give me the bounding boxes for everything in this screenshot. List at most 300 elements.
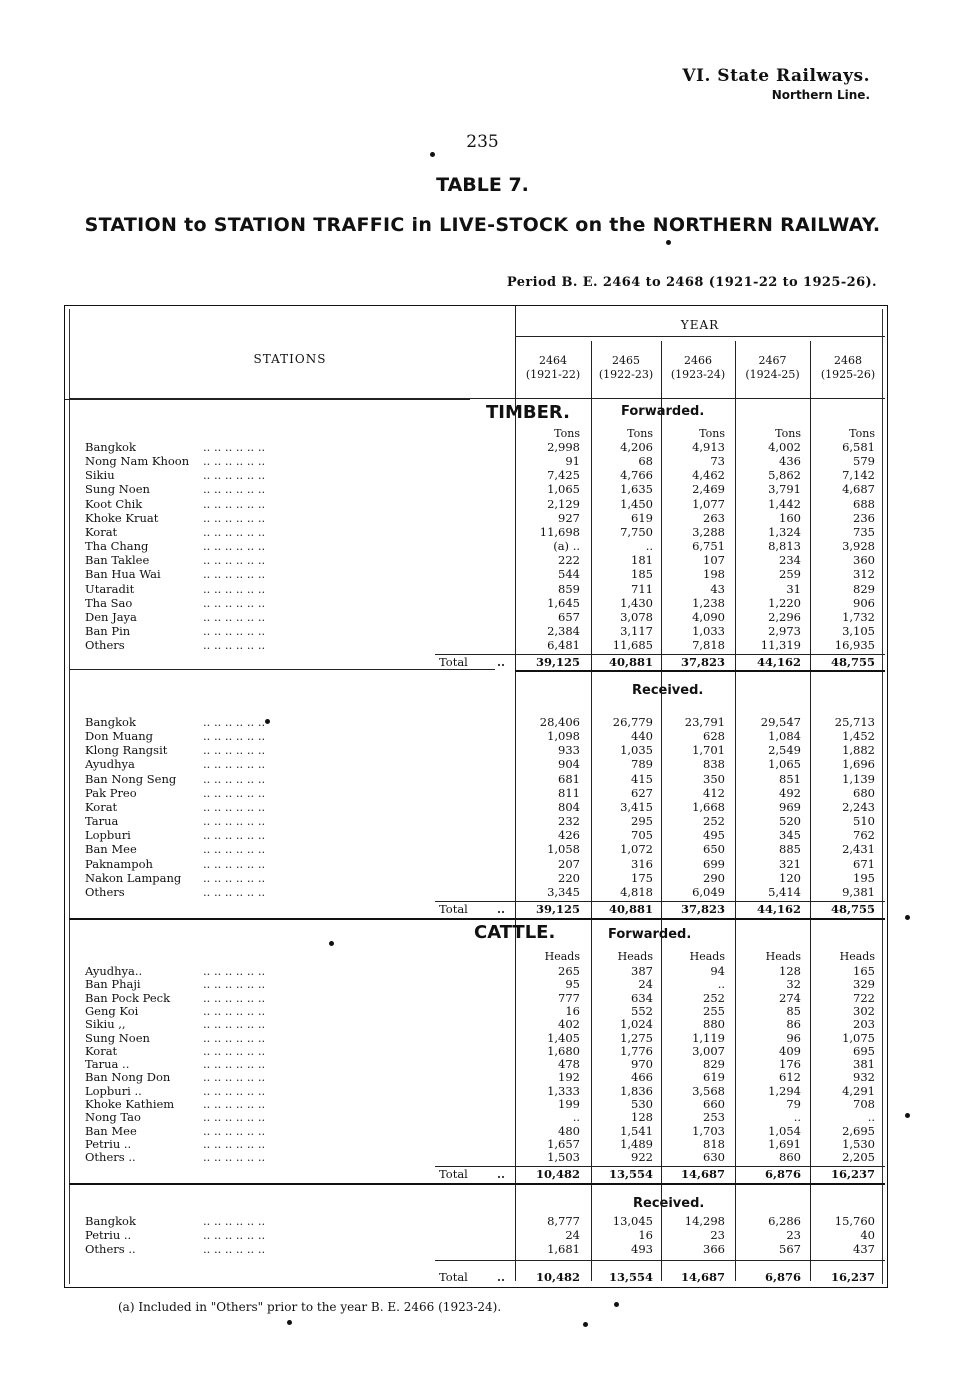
cell-value: 789	[631, 757, 653, 772]
row-rule	[515, 336, 885, 337]
cell-value: 970	[631, 1057, 653, 1072]
cell-value: 43	[710, 581, 725, 596]
year-ad: (1925-26)	[820, 368, 876, 381]
cell-value: 2,384	[547, 623, 580, 638]
leader-dots: .. .. .. .. .. ..	[203, 609, 266, 624]
cell-value: (a) ..	[553, 539, 580, 554]
cell-value: 1,098	[547, 729, 580, 744]
cell-value: 619	[703, 1070, 725, 1085]
leader-dots: .. .. .. .. .. ..	[203, 715, 266, 729]
cell-value: 1,430	[620, 595, 653, 610]
cell-value: 13,554	[608, 1270, 653, 1285]
cell-value: 1,035	[620, 743, 653, 758]
unit-label: Tons	[849, 427, 875, 440]
leader-dots: .. .. .. .. .. ..	[203, 581, 266, 596]
cell-value: 1,333	[547, 1083, 580, 1098]
station-name: Ban Nong Don	[85, 1070, 171, 1085]
cell-value: 40,881	[608, 655, 653, 670]
table-row	[65, 800, 889, 814]
year-ad: (1923-24)	[670, 368, 726, 381]
leader-dots: .. .. .. .. .. ..	[203, 1083, 266, 1098]
cell-value: 544	[558, 567, 580, 582]
cell-value: 1,836	[620, 1083, 653, 1098]
cell-value: 263	[703, 510, 725, 525]
table-row	[65, 454, 889, 468]
cell-value: 2,998	[547, 440, 580, 454]
leader-dots: ..	[497, 901, 506, 916]
leader-dots: .. .. .. .. .. ..	[203, 814, 266, 829]
leader-dots: .. .. .. .. .. ..	[203, 1043, 266, 1058]
cell-value: 660	[703, 1097, 725, 1111]
cell-value: 85	[786, 1003, 801, 1018]
cell-value: 6,286	[768, 1214, 801, 1228]
unit-label: Heads	[765, 950, 801, 963]
cell-value: 7,750	[620, 524, 653, 539]
cell-value: 7,425	[547, 468, 580, 483]
cell-value: 530	[631, 1097, 653, 1111]
total-row	[65, 1270, 889, 1284]
unit-label: Tons	[627, 427, 653, 440]
cell-value: 15,760	[834, 1214, 875, 1228]
table-row	[65, 772, 889, 786]
cell-value: 3,928	[842, 539, 875, 554]
cell-value: 1,701	[692, 743, 725, 758]
cell-value: 402	[558, 1017, 580, 1032]
cell-value: 120	[779, 870, 801, 885]
cell-value: 1,024	[620, 1017, 653, 1032]
leader-dots: .. .. .. .. .. ..	[203, 1214, 266, 1228]
leader-dots: .. .. .. .. .. ..	[203, 729, 266, 744]
cell-value: 10,482	[535, 1166, 580, 1181]
cell-value: 37,823	[680, 655, 725, 670]
station-name: Ban Mee	[85, 1123, 137, 1138]
scan-speck	[430, 152, 435, 157]
footnote: (a) Included in "Others" prior to the year B. E. 2466 (1923-24).	[118, 1300, 502, 1314]
cell-value: 1,489	[620, 1136, 653, 1151]
cell-value: ..	[572, 1110, 580, 1125]
table-row	[65, 1057, 889, 1071]
station-name: Lopburi	[85, 828, 131, 843]
cell-value: 3,791	[768, 482, 801, 497]
leader-dots: .. .. .. .. .. ..	[203, 1123, 266, 1138]
cell-value: 5,414	[768, 884, 801, 899]
cell-value: 2,205	[842, 1150, 875, 1165]
leader-dots: .. .. .. .. .. ..	[203, 977, 266, 992]
cell-value: 1,681	[547, 1242, 580, 1257]
cell-value: 657	[558, 609, 580, 624]
cell-value: 1,530	[842, 1136, 875, 1151]
table-row	[65, 1031, 889, 1045]
cell-value: 927	[558, 510, 580, 525]
station-name: Koot Chik	[85, 496, 143, 511]
cell-value: 24	[638, 977, 653, 992]
leader-dots: .. .. .. .. .. ..	[203, 828, 266, 843]
table-row	[65, 610, 889, 624]
cell-value: 885	[779, 842, 801, 857]
cell-value: 634	[631, 990, 653, 1005]
cell-value: 329	[853, 977, 875, 992]
cell-value: 181	[631, 553, 653, 568]
cell-value: 14,298	[684, 1214, 725, 1228]
cell-value: 838	[703, 757, 725, 772]
cell-value: 1,238	[692, 595, 725, 610]
cell-value: 922	[631, 1150, 653, 1165]
total-row	[65, 655, 889, 669]
total-label: Total	[439, 1270, 468, 1285]
cell-value: 904	[558, 757, 580, 772]
cell-value: 493	[631, 1242, 653, 1257]
cell-value: 3,288	[692, 524, 725, 539]
cell-value: 48,755	[830, 655, 875, 670]
table-row	[65, 1017, 889, 1031]
traffic-table	[64, 305, 888, 1288]
cell-value: 6,876	[764, 1270, 801, 1285]
cell-value: ..	[867, 1110, 875, 1125]
cell-value: 3,415	[620, 799, 653, 814]
table-row	[65, 991, 889, 1005]
leader-dots: .. .. .. .. .. ..	[203, 1136, 266, 1151]
cell-value: 16,237	[830, 1270, 875, 1285]
cell-value: 1,033	[692, 623, 725, 638]
cell-value: 4,766	[620, 468, 653, 483]
page-header	[682, 66, 870, 102]
cell-value: 265	[558, 964, 580, 978]
row-rule	[515, 670, 885, 672]
leader-dots: .. .. .. .. .. ..	[203, 539, 266, 554]
cell-value: 29,547	[760, 715, 801, 729]
station-name: Khoke Kruat	[85, 510, 159, 525]
table-row	[65, 715, 889, 729]
cell-value: 627	[631, 785, 653, 800]
cell-value: 312	[853, 567, 875, 582]
leader-dots: .. .. .. .. .. ..	[203, 1070, 266, 1085]
cell-value: 199	[558, 1097, 580, 1111]
table-row	[65, 1084, 889, 1098]
station-name: Ayudhya..	[85, 964, 143, 978]
leader-dots: .. .. .. .. .. ..	[203, 1110, 266, 1125]
leader-dots: .. .. .. .. .. ..	[203, 553, 266, 568]
cell-value: 880	[703, 1017, 725, 1032]
scan-speck	[583, 1322, 588, 1327]
station-name: Ban Phaji	[85, 977, 141, 992]
cell-value: 259	[779, 567, 801, 582]
cell-value: 176	[779, 1057, 801, 1072]
cell-value: 252	[703, 814, 725, 829]
cell-value: 39,125	[535, 655, 580, 670]
cell-value: 366	[703, 1242, 725, 1257]
period-line: Period B. E. 2464 to 2468 (1921-22 to 1925-26).	[506, 275, 877, 290]
cell-value: 1,668	[692, 799, 725, 814]
station-name: Ban Nong Seng	[85, 771, 177, 786]
table-row	[65, 814, 889, 828]
row-rule	[65, 399, 470, 400]
cell-value: 16	[565, 1003, 580, 1018]
leader-dots: ..	[497, 1270, 506, 1285]
year-column-header	[663, 354, 733, 382]
cell-value: 316	[631, 856, 653, 871]
leader-dots: .. .. .. .. .. ..	[203, 595, 266, 610]
leader-dots: .. .. .. .. .. ..	[203, 482, 266, 497]
leader-dots: .. .. .. .. .. ..	[203, 1150, 266, 1165]
cell-value: 1,503	[547, 1150, 580, 1165]
cell-value: 412	[703, 785, 725, 800]
cell-value: 26,779	[612, 715, 653, 729]
cell-value: 302	[853, 1003, 875, 1018]
table-row	[65, 567, 889, 581]
station-name: Lopburi ..	[85, 1083, 142, 1098]
cell-value: ..	[793, 1110, 801, 1125]
table-row	[65, 977, 889, 991]
cell-value: 2,243	[842, 799, 875, 814]
table-row	[65, 1124, 889, 1138]
leader-dots: .. .. .. .. .. ..	[203, 884, 266, 899]
cell-value: 321	[779, 856, 801, 871]
station-name: Sung Noen	[85, 482, 150, 497]
cell-value: 440	[631, 729, 653, 744]
station-name: Nakon Lampang	[85, 870, 182, 885]
cell-value: 234	[779, 553, 801, 568]
cell-value: 6,751	[692, 539, 725, 554]
cell-value: 829	[703, 1057, 725, 1072]
cell-value: 6,049	[692, 884, 725, 899]
cell-value: 932	[853, 1070, 875, 1085]
cell-value: 650	[703, 842, 725, 857]
station-name: Ban Pock Peck	[85, 990, 171, 1005]
year-ad: (1922-23)	[598, 368, 654, 381]
scan-speck	[329, 941, 334, 946]
cell-value: 3,345	[547, 884, 580, 899]
station-name: Others ..	[85, 1150, 136, 1165]
leader-dots: .. .. .. .. .. ..	[203, 567, 266, 582]
scan-speck	[905, 915, 910, 920]
cell-value: 2,129	[547, 496, 580, 511]
cell-value: 478	[558, 1057, 580, 1072]
leader-dots: .. .. .. .. .. ..	[203, 440, 266, 454]
cell-value: 207	[558, 856, 580, 871]
cell-value: 436	[779, 454, 801, 469]
table-row	[65, 482, 889, 496]
cell-value: 44,162	[756, 655, 801, 670]
station-name: Korat	[85, 524, 118, 539]
cell-value: 23	[710, 1228, 725, 1243]
leader-dots: ..	[497, 655, 506, 670]
leader-dots: .. .. .. .. .. ..	[203, 510, 266, 525]
cell-value: 185	[631, 567, 653, 582]
table-label: TABLE 7.	[436, 174, 529, 196]
cell-value: 762	[853, 828, 875, 843]
cell-value: 2,973	[768, 623, 801, 638]
cell-value: 255	[703, 1003, 725, 1018]
cell-value: 350	[703, 771, 725, 786]
cell-value: 24	[565, 1228, 580, 1243]
cell-value: 107	[703, 553, 725, 568]
cell-value: 4,291	[842, 1083, 875, 1098]
table-row	[65, 857, 889, 871]
scan-speck	[287, 1320, 292, 1325]
station-name: Petriu ..	[85, 1136, 132, 1151]
leader-dots: .. .. .. .. .. ..	[203, 1097, 266, 1111]
cell-value: 1,065	[547, 482, 580, 497]
station-name: Bangkok	[85, 440, 136, 454]
cell-value: 680	[853, 785, 875, 800]
cell-value: 360	[853, 553, 875, 568]
cell-value: 510	[853, 814, 875, 829]
leader-dots: .. .. .. .. .. ..	[203, 1003, 266, 1018]
table-row	[65, 1242, 889, 1256]
table-row	[65, 885, 889, 899]
cell-value: 232	[558, 814, 580, 829]
year-be: 2467	[758, 354, 787, 367]
cell-value: 1,077	[692, 496, 725, 511]
leader-dots: .. .. .. .. .. ..	[203, 842, 266, 857]
station-name: Sung Noen	[85, 1030, 150, 1045]
cell-value: 68	[638, 454, 653, 469]
page-title: STATION to STATION TRAFFIC in LIVE-STOCK on the NORTHERN RAILWAY.	[84, 214, 881, 236]
cell-value: 6,481	[547, 638, 580, 653]
cell-value: 79	[786, 1097, 801, 1111]
unit-label: Tons	[775, 427, 801, 440]
cell-value: 128	[779, 964, 801, 978]
cell-value: 345	[779, 828, 801, 843]
cell-value: 387	[631, 964, 653, 978]
leader-dots: .. .. .. .. .. ..	[203, 1030, 266, 1045]
year-be: 2466	[684, 354, 712, 367]
cell-value: 4,687	[842, 482, 875, 497]
station-name: Klong Rangsit	[85, 743, 168, 758]
row-rule	[69, 918, 885, 920]
cell-value: 128	[631, 1110, 653, 1125]
unit-label: Tons	[699, 427, 725, 440]
cell-value: 3,117	[620, 623, 653, 638]
cell-value: 86	[786, 1017, 801, 1032]
cell-value: 906	[853, 595, 875, 610]
cell-value: 6,581	[842, 440, 875, 454]
subsection-heading: Northern Line.	[771, 88, 870, 102]
cell-value: 1,119	[692, 1030, 725, 1045]
leader-dots: .. .. .. .. .. ..	[203, 990, 266, 1005]
leader-dots: .. .. .. .. .. ..	[203, 799, 266, 814]
cell-value: 480	[558, 1123, 580, 1138]
cell-value: 1,442	[768, 496, 801, 511]
scan-speck	[614, 1302, 619, 1307]
cell-value: 628	[703, 729, 725, 744]
cell-value: 222	[558, 553, 580, 568]
table-row	[65, 596, 889, 610]
cell-value: 552	[631, 1003, 653, 1018]
table-row	[65, 468, 889, 482]
cell-value: 2,296	[768, 609, 801, 624]
station-name: Ban Mee	[85, 842, 137, 857]
cell-value: 192	[558, 1070, 580, 1085]
cell-value: 25,713	[834, 715, 875, 729]
cell-value: 1,691	[768, 1136, 801, 1151]
cell-value: 1,075	[842, 1030, 875, 1045]
table-row	[65, 1137, 889, 1151]
cell-value: 409	[779, 1043, 801, 1058]
cell-value: 16,935	[834, 638, 875, 653]
cell-value: 1,084	[768, 729, 801, 744]
table-row	[65, 525, 889, 539]
cell-value: 175	[631, 870, 653, 885]
cell-value: 4,090	[692, 609, 725, 624]
cell-value: 14,687	[680, 1166, 725, 1181]
cell-value: 1,541	[620, 1123, 653, 1138]
table-row	[65, 440, 889, 454]
scan-speck	[905, 1113, 910, 1118]
leader-dots: .. .. .. .. .. ..	[203, 856, 266, 871]
table-row	[65, 1214, 889, 1228]
cell-value: 1,680	[547, 1043, 580, 1058]
cell-value: 1,732	[842, 609, 875, 624]
cell-value: 1,703	[692, 1123, 725, 1138]
table-row	[65, 1070, 889, 1084]
cell-value: 253	[703, 1110, 725, 1125]
cell-value: 466	[631, 1070, 653, 1085]
table-row	[65, 553, 889, 567]
leader-dots: .. .. .. .. .. ..	[203, 454, 266, 469]
unit-label: Tons	[554, 427, 580, 440]
cell-value: 7,142	[842, 468, 875, 483]
leader-dots: .. .. .. .. .. ..	[203, 870, 266, 885]
scan-speck	[666, 240, 671, 245]
cell-value: 1,139	[842, 771, 875, 786]
cell-value: 711	[631, 581, 653, 596]
cell-value: 681	[558, 771, 580, 786]
cell-value: 2,469	[692, 482, 725, 497]
cell-value: 1,275	[620, 1030, 653, 1045]
leader-dots: .. .. .. .. .. ..	[203, 638, 266, 653]
cell-value: 252	[703, 990, 725, 1005]
cell-value: 236	[853, 510, 875, 525]
cell-value: 4,462	[692, 468, 725, 483]
cell-value: 860	[779, 1150, 801, 1165]
cell-value: 96	[786, 1030, 801, 1045]
cattle-forwarded-label: Forwarded.	[608, 927, 692, 942]
cell-value: 203	[853, 1017, 875, 1032]
year-column-header	[593, 354, 659, 382]
station-name: Paknampoh	[85, 856, 153, 871]
timber-received-label: Received.	[632, 683, 704, 698]
cell-value: 851	[779, 771, 801, 786]
total-label: Total	[439, 901, 468, 916]
cell-value: 859	[558, 581, 580, 596]
cell-value: 4,913	[692, 440, 725, 454]
table-row	[65, 743, 889, 757]
cell-value: 9,381	[842, 884, 875, 899]
leader-dots: .. .. .. .. .. ..	[203, 757, 266, 772]
leader-dots: .. .. .. .. .. ..	[203, 496, 266, 511]
cell-value: 73	[710, 454, 725, 469]
cell-value: 1,294	[768, 1083, 801, 1098]
table-row	[65, 624, 889, 638]
station-name: Others	[85, 638, 125, 653]
cell-value: 699	[703, 856, 725, 871]
total-row	[65, 902, 889, 916]
total-label: Total	[439, 655, 468, 670]
cell-value: 91	[565, 454, 580, 469]
cell-value: 2,549	[768, 743, 801, 758]
cell-value: 165	[853, 964, 875, 978]
cell-value: 48,755	[830, 901, 875, 916]
cell-value: 804	[558, 799, 580, 814]
cell-value: 969	[779, 799, 801, 814]
table-row	[65, 1097, 889, 1111]
station-name: Bangkok	[85, 715, 136, 729]
cell-value: 1,452	[842, 729, 875, 744]
table-row	[65, 964, 889, 978]
cell-value: 10,482	[535, 1270, 580, 1285]
table-row	[65, 1110, 889, 1124]
